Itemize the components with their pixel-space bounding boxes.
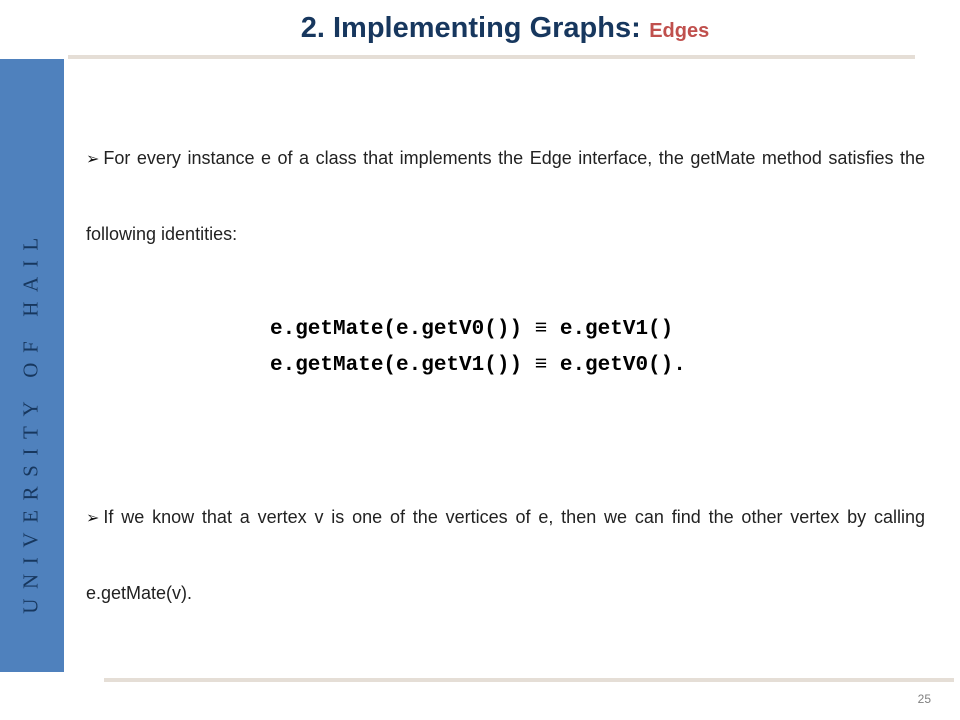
bullet-paragraph-2 <box>86 480 925 630</box>
bullet-text-2: If we know that a vertex v is one of the vertices of e, then we can find the other vertex by calling e.getMate(v). <box>86 507 925 603</box>
identity-line-1: e.getMate(e.getV0()) ≡ e.getV1() <box>270 318 674 341</box>
slide-title-main: 2. Implementing Graphs: <box>300 12 641 44</box>
identities-block <box>270 312 686 384</box>
bullet-text-1: For every instance e of a class that implements the Edge interface, the getMate method satisfies the following identities: <box>86 148 925 244</box>
slide-title <box>0 12 960 45</box>
page-number: 25 <box>917 692 931 706</box>
university-label: UNIVERSITY OF HAIL <box>18 228 43 614</box>
identity-line-2: e.getMate(e.getV1()) ≡ e.getV0(). <box>270 354 686 377</box>
sidebar-band <box>0 59 64 672</box>
bullet-paragraph-1 <box>86 121 925 271</box>
slide-title-sub: Edges <box>649 20 710 42</box>
arrow-bullet-icon: ➢ <box>86 151 100 168</box>
top-divider <box>68 55 915 59</box>
bottom-divider <box>104 678 954 682</box>
arrow-bullet-icon: ➢ <box>86 510 100 527</box>
